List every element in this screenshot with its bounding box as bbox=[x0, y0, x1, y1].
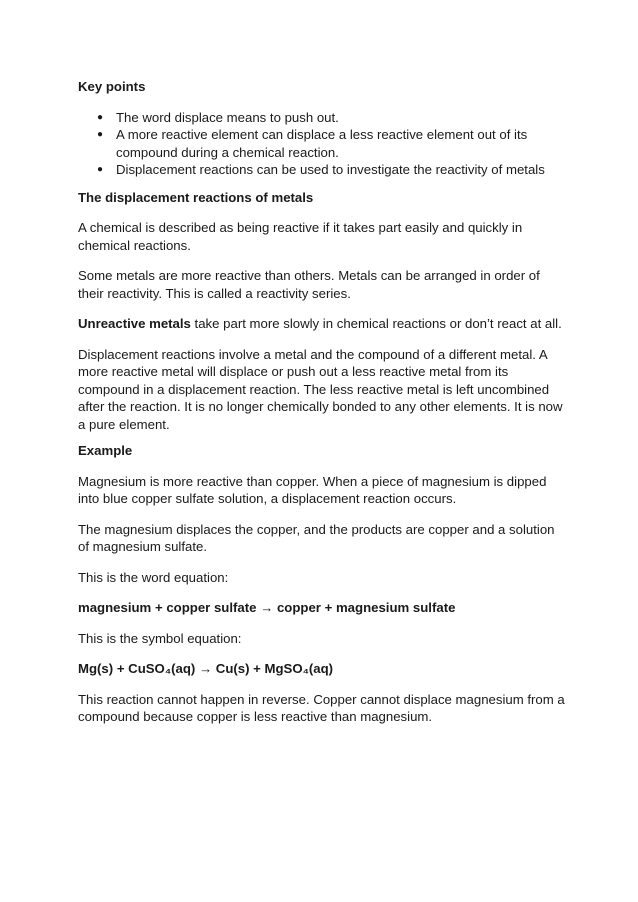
unreactive-metals-text: take part more slowly in chemical reactions or don’t react at all. bbox=[190, 316, 562, 331]
key-points-heading: Key points bbox=[78, 79, 146, 94]
key-points-list bbox=[78, 109, 568, 179]
list-item bbox=[78, 109, 568, 127]
key-point-text: The word displace means to push out. bbox=[116, 109, 339, 125]
example-heading: Example bbox=[78, 443, 133, 458]
document-page bbox=[78, 78, 568, 739]
bullet-icon: ● bbox=[97, 164, 104, 175]
paragraph-reactive-definition: A chemical is described as being reactive if it takes part easily and quickly in chemical reactions. bbox=[78, 220, 523, 253]
symbol-equation: Mg(s) + CuSO₄(aq) → Cu(s) + MgSO₄(aq) bbox=[78, 661, 334, 676]
symbol-equation-intro: This is the symbol equation: bbox=[78, 630, 242, 646]
bullet-icon: ● bbox=[97, 129, 104, 140]
paragraph-example-products: The magnesium displaces the copper, and the products are copper and a solution of magnesium sulfate. bbox=[78, 521, 555, 554]
list-item bbox=[78, 126, 568, 161]
key-point-text: A more reactive element can displace a less reactive element out of its compound during a chemical reaction. bbox=[116, 127, 528, 160]
section-heading: The displacement reactions of metals bbox=[78, 189, 314, 205]
paragraph-unreactive-metals bbox=[78, 315, 568, 333]
paragraph-example-intro: Magnesium is more reactive than copper. When a piece of magnesium is dipped into blue copper sulfate solution, a displacement reaction occurs. bbox=[78, 473, 547, 506]
paragraph-reactivity-series: Some metals are more reactive than others. Metals can be arranged in order of their reactivity. This is called a reactivity series. bbox=[78, 268, 540, 301]
word-equation: magnesium + copper sulfate → copper + magnesium sulfate bbox=[78, 600, 456, 615]
word-equation-intro: This is the word equation: bbox=[78, 569, 229, 585]
bullet-icon: ● bbox=[97, 111, 104, 123]
list-item bbox=[78, 161, 568, 179]
unreactive-metals-term: Unreactive metals bbox=[78, 316, 191, 331]
key-point-text: Displacement reactions can be used to investigate the reactivity of metals bbox=[116, 162, 545, 177]
paragraph-displacement: Displacement reactions involve a metal and the compound of a different metal. A more reactive metal will displace or push out a less reactive metal from its compound in a displacement reaction. The less reactive metal is left uncombined after the reaction. It is no longer chemically bonded to any other elements. It is now a pure element. bbox=[78, 346, 563, 432]
paragraph-reverse-reaction: This reaction cannot happen in reverse. Copper cannot displace magnesium from a compound because copper is less reactive than magnesium. bbox=[78, 691, 565, 724]
